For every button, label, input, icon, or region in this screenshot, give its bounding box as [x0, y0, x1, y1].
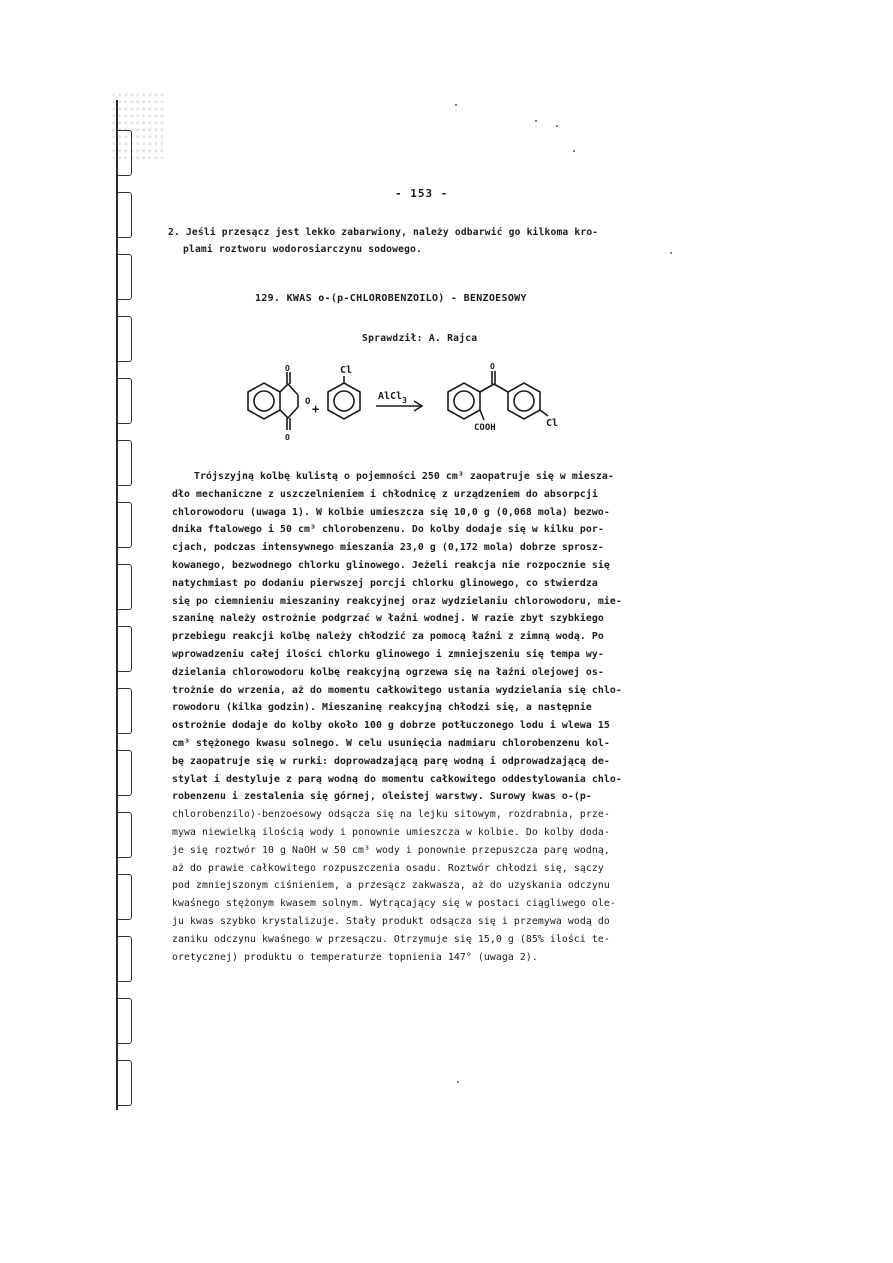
- procedure-line: zaniku odczynu kwaśnego w przesączu. Otrzymuje się 15,0 g (85% ilości te-: [172, 933, 610, 945]
- scan-speck: [457, 1081, 459, 1083]
- binding-hole: [118, 688, 132, 734]
- binding-hole: [118, 440, 132, 486]
- procedure-line: chlorobenzilo)-benzoesowy odsącza się na lejku sitowym, rozdrabnia, prze-: [172, 809, 610, 821]
- procedure-line: aż do prawie całkowitego rozpuszczenia osadu. Roztwór chłodzi się, sączy: [172, 862, 604, 874]
- chloro-label-product: Cl: [546, 418, 559, 429]
- carboxyl-label: COOH: [474, 423, 496, 433]
- procedure-paragraph: [172, 468, 702, 966]
- reaction-arrow: [376, 401, 422, 411]
- chloro-label-reagent: Cl: [340, 365, 353, 376]
- binding-hole: [118, 564, 132, 610]
- procedure-line: kowanego, bezwodnego chlorku glinowego. Jeżeli reakcja nie rozpocznie się: [172, 559, 610, 571]
- procedure-line: natychmiast po dodaniu pierwszej porcji chlorku glinowego, co stwierdza: [172, 577, 598, 589]
- binding-hole: [118, 1060, 132, 1106]
- binding-hole: [118, 812, 132, 858]
- binding-hole: [118, 192, 132, 238]
- binding-strip: [108, 100, 136, 1110]
- reaction-scheme: [236, 362, 596, 462]
- oxygen-label-product: O: [490, 362, 495, 371]
- reaction-diagram: [236, 362, 596, 462]
- binding-hole: [118, 378, 132, 424]
- catalyst-label: AlCl$_3$: [378, 391, 407, 405]
- scan-speck: [535, 120, 537, 122]
- procedure-line: bę zaopatruje się w rurki: doprowadzającą parę wodną i odprowadzającą de-: [172, 755, 610, 767]
- binding-hole: [118, 316, 132, 362]
- procedure-line: trożnie do wrzenia, aż do momentu całkowitego ustania wydzielania się chlo-: [172, 684, 622, 696]
- binding-hole: [118, 874, 132, 920]
- binding-hole: [118, 130, 132, 176]
- plus-sign: +: [312, 402, 320, 416]
- binding-hole: [118, 626, 132, 672]
- checked-by: Sprawdził: A. Rajca: [362, 333, 478, 344]
- procedure-line: mywa niewielką ilością wody i ponownie umieszcza w kolbie. Do kolby doda-: [172, 826, 610, 838]
- procedure-line: ju kwas szybko krystalizuje. Stały produkt odsącza się i przemywa wodą do: [172, 915, 610, 927]
- procedure-line: ostrożnie dodaje do kolby około 100 g dobrze potłuczonego lodu i wlewa 15: [172, 720, 610, 732]
- procedure-line: je się roztwór 10 g NaOH w 50 cm³ wody i ponownie przepuszcza parę wodną,: [172, 844, 610, 856]
- procedure-line: dło mechaniczne z uszczelnieniem i chłodnicę z urządzeniem do absorpcji: [172, 488, 598, 500]
- oxygen-label-bottom: O: [285, 433, 290, 442]
- procedure-line: pod zmniejszonym ciśnieniem, a przesącz zakwasza, aż do uzyskania odczynu: [172, 880, 610, 892]
- scan-speck: [556, 125, 558, 127]
- procedure-line: chlorowodoru (uwaga 1). W kolbie umieszcza się 10,0 g (0,068 mola) bezwo-: [172, 506, 610, 518]
- note-paragraph: [168, 224, 698, 258]
- scan-speck: [455, 104, 457, 106]
- note-line-2: plami roztworu wodorosiarczynu sodowego.: [183, 244, 423, 255]
- procedure-line: wprowadzeniu całej ilości chlorku glinowego i zmniejszeniu się tempa wy-: [172, 648, 604, 660]
- page-number: - 153 -: [395, 187, 449, 200]
- note-number: 2.: [168, 227, 180, 238]
- procedure-line: dnika ftalowego i 50 cm³ chlorobenzenu. Do kolby dodaje się w kilku por-: [172, 524, 604, 536]
- procedure-line: robenzenu i zestalenia się górnej, oleistej warstwy. Surowy kwas o-(p-: [172, 791, 592, 803]
- binding-hole: [118, 502, 132, 548]
- procedure-line: cm³ stężonego kwasu solnego. W celu usunięcia nadmiaru chlorobenzenu kol-: [172, 737, 610, 749]
- procedure-line: cjach, podczas intensywnego mieszania 23,0 g (0,172 mola) dobrze sprosz-: [172, 542, 604, 554]
- scan-speck: [573, 150, 575, 152]
- procedure-line: się po ciemnieniu mieszaniny reakcyjnej oraz wydzielaniu chlorowodoru, mie-: [172, 595, 622, 607]
- procedure-line: dzielania chlorowodoru kolbę reakcyjną ogrzewa się na łaźni olejowej os-: [172, 666, 604, 678]
- procedure-line: przebiegu reakcji kolbę należy chłodzić za pomocą łaźni z zimną wodą. Po: [172, 631, 604, 643]
- oxygen-label-ring: O: [305, 397, 311, 407]
- procedure-line: rowodoru (kilka godzin). Mieszaninę reakcyjną chłodzi się, a następnie: [172, 702, 592, 714]
- procedure-line: stylat i destyluje z parą wodną do momentu całkowitego oddestylowania chlo-: [172, 773, 622, 785]
- binding-hole: [118, 936, 132, 982]
- oxygen-label-top: O: [285, 364, 290, 373]
- phthalic-anhydride: [248, 372, 298, 430]
- note-line-1: Jeśli przesącz jest lekko zabarwiony, należy odbarwić go kilkoma kro-: [185, 227, 599, 238]
- procedure-line: szaninę należy ostrożnie podgrzać w łaźni wodnej. W razie zbyt szybkiego: [172, 613, 604, 625]
- binding-hole: [118, 254, 132, 300]
- procedure-line: Trójszyjną kolbę kulistą o pojemności 250 cm³ zaopatruje się w miesza-: [194, 471, 614, 482]
- product-benzophenone: [448, 371, 548, 420]
- chlorobenzene: [328, 376, 360, 419]
- section-title: 129. KWAS o-(p-CHLOROBENZOILO) - BENZOESOWY: [255, 293, 527, 304]
- procedure-line: kwaśnego stężonym kwasem solnym. Wytrącający się w postaci ciągliwego ole-: [172, 898, 616, 910]
- procedure-line: oretycznej) produktu o temperaturze topnienia 147° (uwaga 2).: [172, 951, 538, 963]
- binding-hole: [118, 998, 132, 1044]
- binding-hole: [118, 750, 132, 796]
